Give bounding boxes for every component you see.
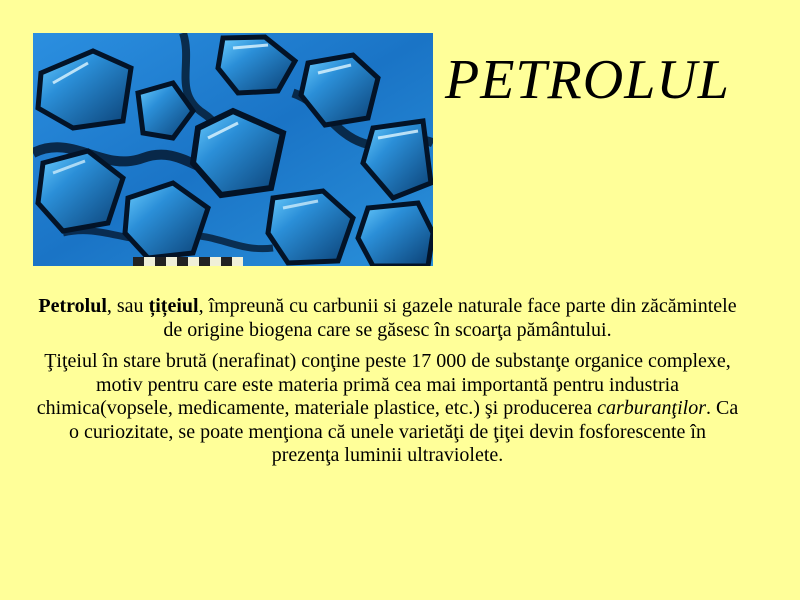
oil-covered-rocks-icon	[33, 33, 433, 266]
term-carburantilor: carburanţilor	[597, 397, 706, 419]
paragraph-details	[35, 350, 740, 468]
paragraph-intro	[35, 295, 740, 342]
paragraph-details-text-end: . Ca o curiozitate, se poate menţiona că unele varietăţi de ţiţei devin fosforescente în prezenţa luminii ultraviolete.	[69, 397, 739, 466]
term-titeiul: țițeiul	[148, 295, 199, 317]
paragraph-details-text: Ţiţeiul în stare brută (nerafinat) conţine peste 17 000 de substanţe organice complexe, motiv pentru care este materia primă cea mai importantă pentru industria chimica(vopsele, medicamente, materiale plastice, etc.) şi producerea	[36, 350, 731, 419]
body-text	[35, 295, 740, 476]
oil-rocks-photo	[33, 33, 433, 266]
page-title: PETROLUL	[445, 49, 730, 111]
term-petrolul: Petrolul	[38, 295, 107, 317]
paragraph-intro-text: , împreună cu carbunii si gazele naturale face parte din zăcămintele de origine biogena care se găsesc în scoarţa pământului.	[163, 295, 737, 341]
paragraph-intro-separator: , sau	[106, 295, 149, 317]
